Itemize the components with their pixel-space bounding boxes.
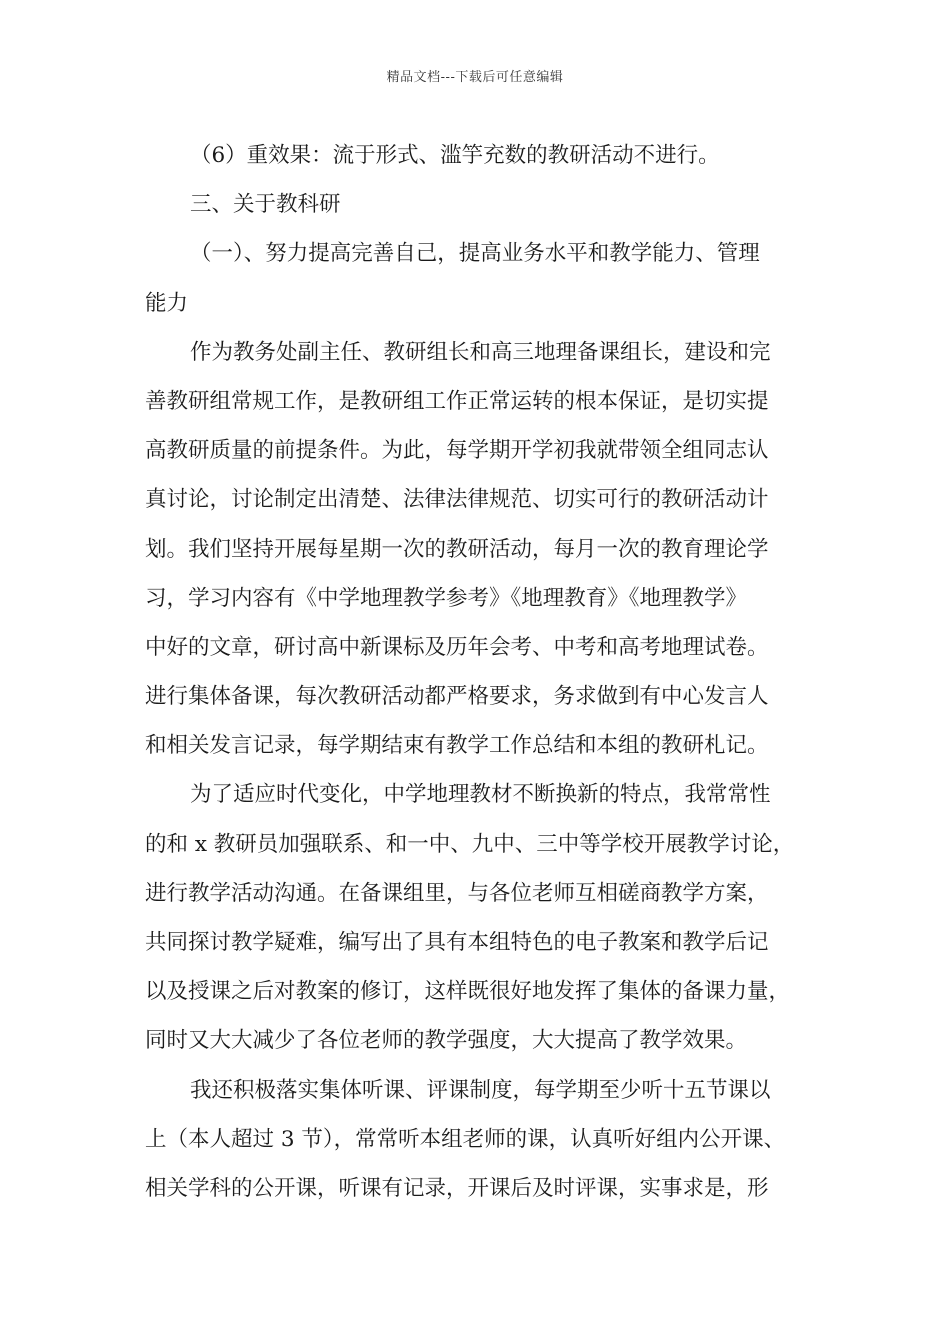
text-line: 共同探讨教学疑难，编写出了具有本组特色的电子教案和教学后记: [145, 930, 769, 955]
text-line: 作为教务处副主任、教研组长和高三地理备课组长，建设和完: [190, 339, 771, 365]
page-header: 精品文档---下载后可任意编辑: [386, 70, 564, 85]
subsection-heading-continued: 能力: [145, 290, 189, 316]
text-line: 我还积极落实集体听课、评课制度，每学期至少听十五节课以: [190, 1077, 771, 1103]
subsection-heading: （一）、努力提高完善自己，提高业务水平和教学能力、管理: [190, 241, 760, 267]
document-body: [145, 131, 835, 1213]
text-line: 习，学习内容有《中学地理教学参考》《地理教育》《地理教学》: [145, 585, 748, 611]
text-line: 的和 x 教研员加强联系、和一中、九中、三中等学校开展教学讨论，: [145, 831, 795, 857]
text-line: 中好的文章，研讨高中新课标及历年会考、中考和高考地理试卷。: [145, 634, 769, 660]
text-line: 上（本人超过 3 节），常常听本组老师的课，认真听好组内公开课、: [145, 1126, 786, 1152]
text-line: 划。我们坚持开展每星期一次的教研活动，每月一次的教育理论学: [145, 536, 769, 562]
text-line: 为了适应时代变化，中学地理教材不断换新的特点，我常常性: [190, 782, 771, 808]
text-line: 以及授课之后对教案的修订，这样既很好地发挥了集体的备课力量，: [145, 979, 791, 1005]
text-line: 和相关发言记录，每学期结束有教学工作总结和本组的教研札记。: [145, 733, 769, 759]
text-line: （6）重效果：流于形式、滥竽充数的教研活动不进行。: [190, 143, 720, 168]
text-line: 进行集体备课，每次教研活动都严格要求，务求做到有中心发言人: [145, 684, 769, 710]
section-heading: 三、关于教科研: [190, 192, 341, 218]
text-line: 进行教学活动沟通。在备课组里，与各位老师互相磋商教学方案，: [145, 880, 769, 906]
text-line: 高教研质量的前提条件。为此，每学期开学初我就带领全组同志认: [145, 438, 769, 464]
text-line: 同时又大大减少了各位老师的教学强度，大大提高了教学效果。: [145, 1028, 748, 1054]
text-line: 真讨论，讨论制定出清楚、法律法律规范、切实可行的教研活动计: [145, 487, 769, 513]
text-line: 相关学科的公开课，听课有记录，开课后及时评课，实事求是，形: [145, 1175, 769, 1201]
text-line: 善教研组常规工作，是教研组工作正常运转的根本保证，是切实提: [145, 388, 769, 414]
